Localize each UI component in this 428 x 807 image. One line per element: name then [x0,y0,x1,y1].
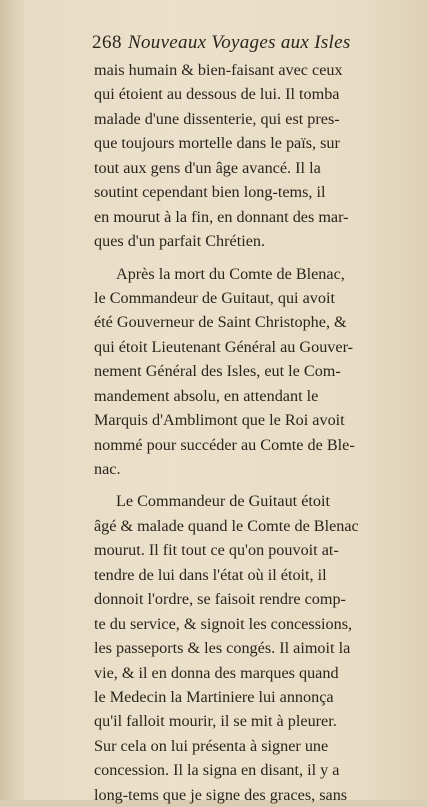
text-line: Sur cela on lui présenta à signer une [94,736,329,755]
text-line: le Medecin la Martiniere lui annonça [94,687,334,706]
page-body [94,58,418,807]
running-title: Nouveaux Voyages aux Isles [128,32,351,53]
text-line: concession. Il la signa en disant, il y a [94,761,340,780]
text-line: te du service, & signoit les concessions, [94,614,353,633]
paragraph [94,262,418,482]
text-line: donnoit l'ordre, se faisoit rendre comp- [94,590,346,609]
text-line: tout aux gens d'un âge avancé. Il la [94,158,321,177]
text-line: qui étoit Lieutenant Général au Gouver- [94,337,354,356]
text-line: long-tems que je signe des graces, sans [94,785,348,804]
text-line: mais humain & bien-faisant avec ceux [94,61,343,79]
text-line: Le Commandeur de Guitaut étoit [116,492,330,511]
paragraph [94,58,418,254]
paragraph-gap [94,481,418,489]
text-line: Marquis d'Amblimont que le Roi avoit [94,411,345,430]
text-line: tendre de lui dans l'état où il étoit, il [94,565,327,584]
text-line: ques d'un parfait Chrétien. [94,232,266,251]
running-header [92,32,422,58]
text-line: nommé pour succéder au Comte de Ble- [94,435,355,454]
text-line: qui étoient au dessous de lui. Il tomba [94,85,340,104]
text-line: en mourut à la fin, en donnant des mar- [94,207,349,226]
text-line: que toujours mortelle dans le païs, sur [94,134,340,153]
text-line: vie, & il en donna des marques quand [94,663,339,682]
text-line: soutint cependant bien long-tems, il [94,183,326,202]
text-line: les passeports & les congés. Il aimoit la [94,639,351,658]
text-line: mourut. Il fit tout ce qu'on pouvoit at- [94,541,339,560]
text-line: le Commandeur de Guitaut, qui avoit [94,288,335,307]
text-line: âgé & malade quand le Comte de Blenac [94,516,359,535]
text-line: nac. [94,460,121,478]
text-line: mandement absolu, en attendant le [94,386,319,405]
text-line: malade d'une dissenterie, qui est pres- [94,109,340,128]
text-line: qu'il falloit mourir, il se mit à pleurer. [94,712,337,731]
paragraph [94,489,418,807]
text-line: été Gouverneur de Saint Christophe, & [94,313,347,332]
page-number: 268 [92,32,122,53]
paragraph-gap [94,254,418,262]
text-line: Après la mort du Comte de Blenac, [116,264,345,283]
text-line: nement Général des Isles, eut le Com- [94,362,341,381]
